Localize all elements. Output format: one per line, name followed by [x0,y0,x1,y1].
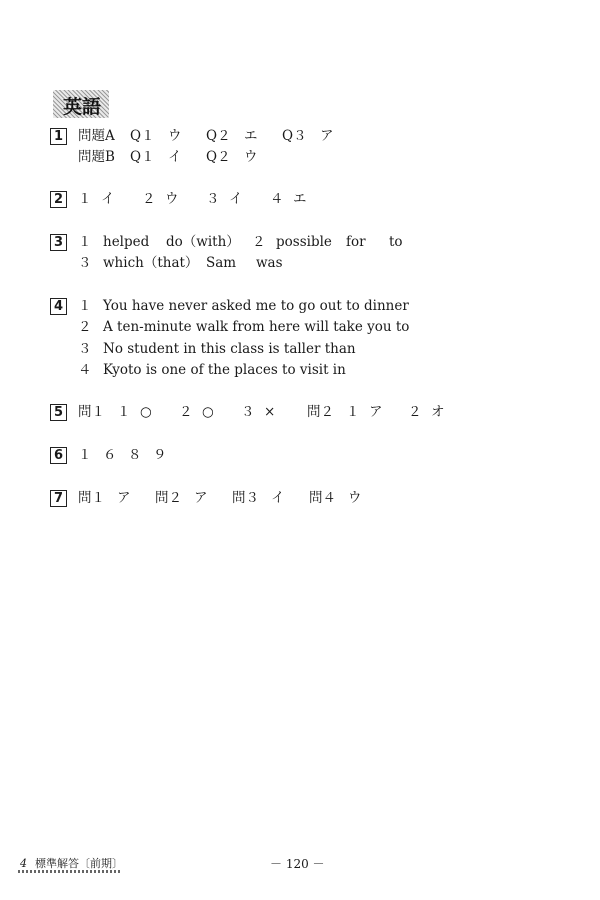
answer-value: １ [78,447,92,463]
answer-value: for [346,234,366,250]
answer-label: Q１ [130,128,155,144]
answer-label: 問２ [307,404,334,420]
answer-value: ア [369,404,383,420]
answer-label: ３ [78,255,92,271]
answer-label: ４ [270,191,284,207]
answer-value: ○ [202,404,214,420]
answer-label: ３ [78,341,92,357]
answer-value: ア [194,490,208,506]
answer-value: イ [229,191,243,207]
answer-value: do（with） [166,234,240,250]
answer-label: 問１ [78,490,105,506]
answer-label: 問題B [78,149,115,165]
answer-label: Q２ [206,149,231,165]
answer-label: １ [78,234,92,250]
subject-heading [53,90,109,118]
page-number: － 120 － [270,857,325,871]
answer-value: ア [117,490,131,506]
answer-value: ウ [165,191,179,207]
answer-value: was [256,255,283,271]
answer-label: １ [117,404,131,420]
answer-value: オ [431,404,445,420]
answer-value: イ [168,149,182,165]
footer-title: 標準解答〔前期〕 [35,857,123,870]
answer-value: ○ [140,404,152,420]
answer-value: ウ [348,490,362,506]
answer-label: ２ [179,404,193,420]
footer-wavy-underline [18,870,122,873]
answer-value: ア [320,128,334,144]
answer-value: which（that） [103,255,199,271]
answer-label: １ [78,298,92,314]
answer-label: ２ [78,319,92,335]
answer-value: × [264,404,276,420]
answer-sentence: A ten-minute walk from here will take you to [103,319,410,335]
answer-value: ９ [153,447,167,463]
answer-label: 問３ [232,490,259,506]
section-number: 6 [50,447,67,464]
answer-value: to [389,234,403,250]
answer-label: Q３ [282,128,307,144]
answer-value: possible [276,234,332,250]
answer-label: 問２ [155,490,182,506]
section-number: 7 [50,490,67,507]
section-number: 2 [50,191,67,208]
answer-label: ２ [408,404,422,420]
answer-value: ６ [103,447,117,463]
answer-label: １ [346,404,360,420]
answer-value: helped [103,234,150,250]
answer-value: ウ [244,149,258,165]
answer-value: イ [101,191,115,207]
answer-label: ４ [78,362,92,378]
answer-label: 問１ [78,404,105,420]
answer-label: 問４ [309,490,336,506]
answer-value: ８ [128,447,142,463]
answer-value: ウ [168,128,182,144]
answer-label: ３ [206,191,220,207]
answer-sentence: Kyoto is one of the places to visit in [103,362,346,378]
answer-sentence: You have never asked me to go out to dinner [103,298,409,314]
subject-title: 英語 [63,96,102,118]
answer-label: １ [78,191,92,207]
footer-page-ref: 4 [20,857,27,870]
section-number: 3 [50,234,67,251]
section-number: 4 [50,298,67,315]
footer-book-title [20,855,123,871]
answer-sentence: No student in this class is taller than [103,341,356,357]
answer-value: Sam [206,255,237,271]
answer-label: ３ [241,404,255,420]
answer-label: ２ [142,191,156,207]
answer-label: Q２ [206,128,231,144]
answer-value: エ [244,128,258,144]
section-number: 5 [50,404,67,421]
answer-value: イ [271,490,285,506]
answer-label: Q１ [130,149,155,165]
answer-label: 問題A [78,128,115,144]
answer-label: ２ [252,234,266,250]
section-number: 1 [50,128,67,145]
answer-value: エ [293,191,307,207]
